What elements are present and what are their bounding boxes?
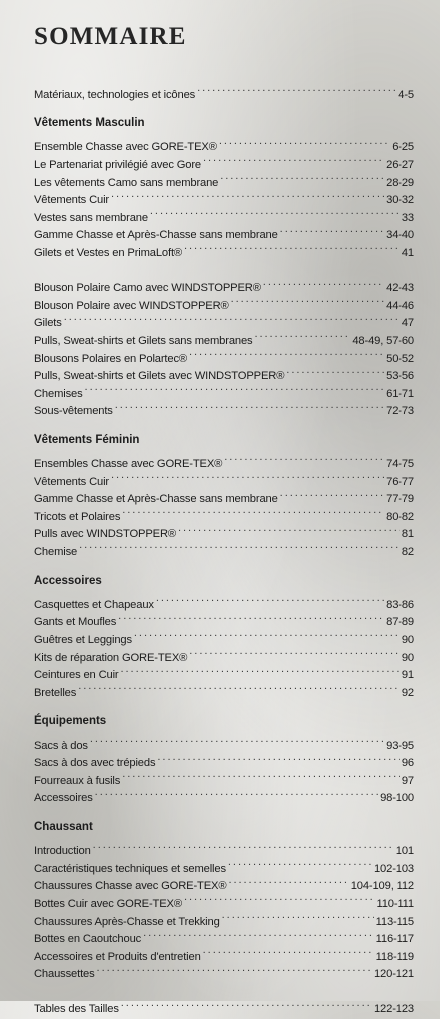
dot-leader (224, 449, 384, 467)
toc-entry-pages: 102-103 (373, 862, 414, 875)
toc-entry[interactable] (34, 397, 414, 418)
toc-entry-label: Gilets (34, 317, 62, 330)
dot-leader (203, 150, 384, 168)
dot-leader (90, 731, 384, 749)
toc-entry[interactable] (34, 133, 414, 154)
toc-entry-pages: 41 (401, 246, 414, 259)
toc-entry[interactable] (34, 678, 414, 699)
section-heading: Chaussant (34, 820, 93, 833)
toc-entry-label: Introduction (34, 845, 91, 858)
section-heading: Vêtements Masculin (34, 117, 145, 130)
dot-leader (203, 942, 374, 960)
dot-leader (111, 467, 384, 485)
toc-entry-pages: 42-43 (386, 282, 414, 295)
toc-entry[interactable] (34, 379, 414, 400)
dot-leader (97, 960, 372, 978)
toc-entry-label: Sacs à dos (34, 739, 88, 752)
dot-leader (122, 502, 384, 520)
toc-entry-pages: 92 (401, 686, 414, 699)
dot-leader (219, 133, 390, 151)
spacer (34, 696, 414, 714)
dot-leader (85, 379, 385, 397)
toc-entry[interactable] (34, 854, 414, 875)
toc-entry[interactable] (34, 537, 414, 559)
toc-entry[interactable] (34, 731, 414, 752)
toc-entry-label: Chaussettes (34, 968, 95, 981)
dot-leader (280, 485, 384, 503)
toc-entry[interactable] (34, 80, 414, 101)
toc-entry-label: Ceintures en Cuir (34, 669, 119, 682)
toc-entry-pages: 110-111 (376, 897, 414, 910)
section-heading: Équipements (34, 715, 107, 728)
toc-entry[interactable] (34, 274, 414, 295)
toc-entry-label: Blousons Polaires en Polartec® (34, 352, 187, 365)
dot-leader (286, 362, 384, 380)
toc-entry-label: Pulls avec WINDSTOPPER® (34, 528, 176, 541)
toc-entry-pages: 90 (401, 634, 414, 646)
toc-entry-label: Ensembles Chasse avec GORE-TEX® (34, 458, 223, 471)
toc-entry-pages: 97 (401, 774, 414, 787)
toc-body (34, 80, 414, 1016)
dot-leader (220, 168, 384, 186)
toc-entry-label: Accessoires (34, 792, 93, 805)
section-heading: Accessoires (34, 574, 102, 587)
toc-entry-pages: 76-77 (386, 475, 414, 488)
toc-entry-label: Bottes en Caoutchouc (34, 933, 142, 946)
spacer (34, 555, 414, 573)
toc-entry[interactable] (34, 449, 414, 471)
dot-leader (178, 520, 400, 538)
toc-entry-pages: 90 (401, 651, 414, 664)
toc-entry-pages: 61-71 (386, 387, 414, 400)
dot-leader (95, 784, 378, 802)
toc-entry-label: Kits de réparation GORE-TEX® (34, 651, 188, 664)
dot-leader (115, 397, 384, 415)
toc-entry-pages: 53-56 (386, 370, 414, 383)
page-title: SOMMAIRE (34, 23, 187, 50)
toc-entry-pages: 81 (401, 528, 414, 541)
toc-entry-pages: 116-117 (375, 933, 414, 946)
toc-entry-label: Vêtements Cuir (34, 194, 109, 207)
toc-entry-label: Le Partenariat privilégié avec Gore (34, 158, 202, 171)
toc-entry-pages: 30-32 (386, 194, 414, 207)
toc-entry[interactable] (34, 749, 414, 770)
toc-entry-label: Gants et Moufles (34, 616, 117, 629)
toc-entry[interactable] (34, 326, 414, 347)
dot-leader (231, 291, 385, 309)
toc-entry-pages: 96 (401, 757, 414, 770)
dot-leader (280, 221, 384, 239)
toc-entry-label: Sous-vêtements (34, 405, 113, 418)
dot-leader (156, 590, 384, 608)
toc-entry-pages: 74-75 (386, 458, 414, 471)
dot-leader (263, 274, 384, 292)
dot-leader (228, 854, 372, 872)
toc-entry-pages: 104-109, 112 (350, 880, 414, 893)
toc-entry-pages: 120-121 (373, 968, 414, 981)
toc-entry[interactable] (34, 837, 414, 858)
toc-entry-label: Blouson Polaire Camo avec WINDSTOPPER® (34, 282, 261, 295)
toc-entry-label: Vestes sans membrane (34, 211, 148, 224)
toc-entry-pages: 77-79 (386, 493, 414, 506)
toc-entry-pages: 87-89 (386, 616, 414, 629)
toc-entry-label: Bretelles (34, 686, 77, 699)
dot-leader (143, 925, 374, 943)
dot-leader (189, 643, 400, 661)
toc-entry-label: Gamme Chasse et Après-Chasse sans membrane (34, 493, 278, 506)
toc-entry-label: Chemises (34, 387, 83, 400)
dot-leader (184, 889, 375, 907)
toc-entry-pages: 82 (401, 546, 414, 559)
toc-entry-pages: 80-82 (386, 510, 414, 523)
dot-leader (121, 995, 372, 1013)
toc-entry-label: Gilets et Vestes en PrimaLoft® (34, 246, 183, 259)
toc-entry-pages: 4-5 (398, 88, 414, 101)
toc-entry-label: Gamme Chasse et Après-Chasse sans membrane (34, 229, 278, 242)
toc-entry-pages: 83-86 (386, 598, 414, 611)
toc-entry-label: Chaussures Après-Chasse et Trekking (34, 915, 220, 928)
dot-leader (184, 238, 400, 256)
dot-leader (111, 186, 384, 204)
toc-entry-pages: 72-73 (386, 405, 414, 418)
toc-entry-pages: 93-95 (386, 739, 414, 752)
toc-entry-label: Blouson Polaire avec WINDSTOPPER® (34, 299, 229, 312)
toc-entry-pages: 48-49, 57-60 (352, 334, 414, 347)
toc-entry-pages: 101 (395, 845, 414, 858)
dot-leader (157, 749, 399, 767)
toc-entry-label: Casquettes et Chapeaux (34, 598, 154, 611)
section-heading: Vêtements Féminin (34, 433, 140, 446)
toc-entry-label: Sacs à dos avec trépieds (34, 757, 156, 770)
toc-entry-label: Guêtres et Leggings (34, 634, 132, 646)
dot-leader (228, 872, 348, 890)
toc-entry-pages: 44-46 (386, 299, 414, 312)
toc-entry-pages: 98-100 (380, 792, 414, 805)
toc-entry[interactable] (34, 309, 414, 330)
dot-leader (254, 326, 350, 344)
toc-entry-pages: 118-119 (375, 950, 414, 963)
toc-entry-label: Pulls, Sweat-shirts et Gilets sans membranes (34, 334, 253, 347)
dot-leader (64, 309, 400, 327)
toc-entry-pages: 28-29 (386, 176, 414, 189)
toc-entry-label: Caractéristiques techniques et semelles (34, 862, 226, 875)
toc-entry-pages: 26-27 (386, 158, 414, 171)
toc-entry-label: Bottes Cuir avec GORE-TEX® (34, 897, 182, 910)
toc-entry-pages: 33 (401, 211, 414, 224)
toc-entry-pages: 6-25 (392, 141, 414, 154)
toc-entry-label: Accessoires et Produits d'entretien (34, 950, 201, 963)
dot-leader (150, 203, 400, 221)
toc-entry-label: Fourreaux à fusils (34, 774, 121, 787)
toc-entry-label: Matériaux, technologies et icônes (34, 88, 196, 101)
toc-entry-pages: 113-115 (375, 915, 414, 928)
toc-entry-label: Tricots et Polaires (34, 510, 121, 523)
toc-entry-label: Tables des Tailles (34, 1003, 119, 1016)
toc-entry-label: Pulls, Sweat-shirts et Gilets avec WINDSTOPPER® (34, 370, 285, 383)
dot-leader (79, 537, 400, 555)
toc-entry[interactable] (34, 995, 414, 1016)
dot-leader (222, 907, 374, 925)
toc-entry-label: Chemise (34, 546, 78, 559)
table-of-contents (34, 22, 414, 1016)
dot-leader (93, 837, 394, 855)
toc-entry-pages: 50-52 (386, 352, 414, 365)
dot-leader (78, 678, 400, 696)
dot-leader (189, 344, 384, 362)
dot-leader (121, 661, 400, 679)
toc-entry-label: Chaussures Chasse avec GORE-TEX® (34, 880, 227, 893)
dot-leader (122, 766, 400, 784)
toc-entry-label: Les vêtements Camo sans membrane (34, 176, 219, 189)
dot-leader (134, 625, 400, 643)
toc-entry-label: Vêtements Cuir (34, 475, 109, 488)
dot-leader (197, 80, 396, 98)
toc-entry-pages: 122-123 (373, 1003, 414, 1016)
toc-entry-label: Ensemble Chasse avec GORE-TEX® (34, 141, 217, 154)
dot-leader (118, 608, 384, 626)
toc-entry[interactable] (34, 590, 414, 611)
toc-entry-pages: 47 (401, 317, 414, 330)
toc-entry-pages: 34-40 (386, 229, 414, 242)
toc-entry-pages: 91 (401, 669, 414, 682)
